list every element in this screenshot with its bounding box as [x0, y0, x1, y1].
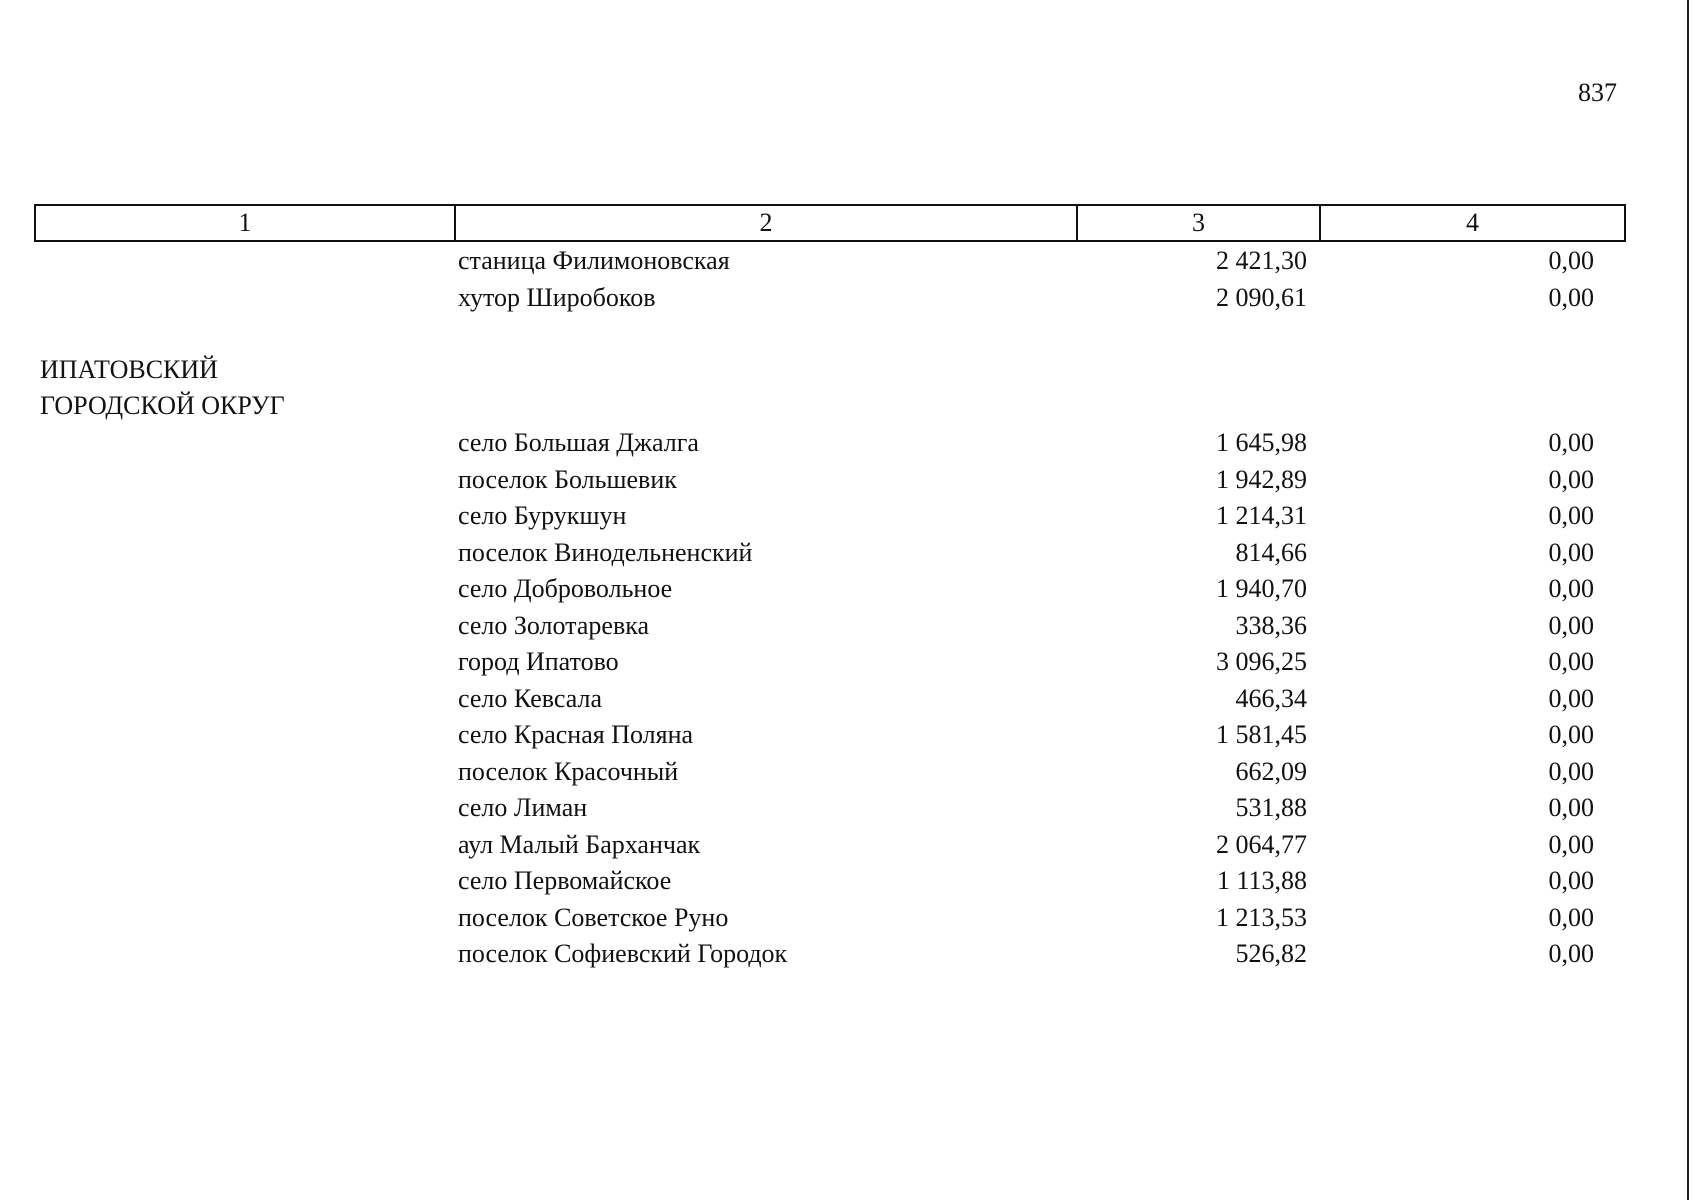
column-header-row — [35, 205, 1625, 241]
settlement-rate: 0,00 — [1548, 282, 1594, 312]
settlement-name: село Золотаревка — [458, 610, 650, 640]
settlement-name: село Добровольное — [458, 574, 673, 604]
settlement-rate: 0,00 — [1548, 647, 1594, 677]
table-row — [34, 462, 1616, 499]
district-heading — [40, 352, 285, 424]
settlement-value: 526,82 — [1235, 939, 1307, 969]
table-row — [34, 535, 1616, 572]
settlement-value: 338,36 — [1235, 610, 1307, 640]
table-row — [34, 717, 1616, 754]
settlement-rate: 0,00 — [1548, 939, 1594, 969]
settlement-name: село Красная Поляна — [458, 720, 694, 750]
table-row — [34, 243, 1616, 280]
settlement-value: 2 090,61 — [1216, 282, 1307, 312]
settlement-value: 1 213,53 — [1216, 902, 1307, 932]
settlement-rate: 0,00 — [1548, 501, 1594, 531]
settlement-name: село Бурукшун — [458, 501, 627, 531]
settlement-rate: 0,00 — [1548, 683, 1594, 713]
settlement-rate: 0,00 — [1548, 902, 1594, 932]
settlement-value: 662,09 — [1235, 756, 1307, 786]
settlement-value: 1 942,89 — [1216, 464, 1307, 494]
settlement-rate: 0,00 — [1548, 428, 1594, 458]
settlement-rate: 0,00 — [1548, 793, 1594, 823]
scan-edge-line — [1687, 0, 1689, 1200]
settlement-name: станица Филимоновская — [458, 246, 730, 276]
settlement-value: 3 096,25 — [1216, 647, 1307, 677]
district-title-line2: ГОРОДСКОЙ ОКРУГ — [40, 391, 285, 420]
settlement-rate: 0,00 — [1548, 720, 1594, 750]
settlement-value: 531,88 — [1235, 793, 1307, 823]
table-row — [34, 681, 1616, 718]
settlement-value: 2 421,30 — [1216, 246, 1307, 276]
table-row — [34, 936, 1616, 973]
settlement-name: поселок Советское Руно — [458, 902, 729, 932]
settlement-value: 1 113,88 — [1216, 866, 1307, 896]
settlement-name: хутор Широбоков — [458, 282, 656, 312]
settlement-rate: 0,00 — [1548, 464, 1594, 494]
settlement-value: 2 064,77 — [1216, 829, 1307, 859]
table-row — [34, 608, 1616, 645]
continued-rows — [34, 243, 1616, 316]
table-row — [34, 280, 1616, 317]
table-row — [34, 900, 1616, 937]
column-header-3: 3 — [1077, 205, 1320, 241]
district-title-line1: ИПАТОВСКИЙ — [40, 355, 218, 384]
table-row — [34, 425, 1616, 462]
settlement-name: село Большая Джалга — [458, 428, 699, 458]
settlement-rate: 0,00 — [1548, 537, 1594, 567]
table-row — [34, 754, 1616, 791]
district-rows — [34, 425, 1616, 973]
table-row — [34, 827, 1616, 864]
settlement-name: город Ипатово — [458, 647, 619, 677]
settlement-value: 1 940,70 — [1216, 574, 1307, 604]
settlement-value: 814,66 — [1235, 537, 1307, 567]
settlement-name: поселок Винодельненский — [458, 537, 753, 567]
page-number: 837 — [1578, 78, 1617, 107]
column-header-4: 4 — [1320, 205, 1625, 241]
settlement-value: 1 214,31 — [1216, 501, 1307, 531]
settlement-rate: 0,00 — [1548, 866, 1594, 896]
settlement-name: аул Малый Барханчак — [458, 829, 701, 859]
column-header-2: 2 — [455, 205, 1077, 241]
settlement-name: село Лиман — [458, 793, 588, 823]
settlement-name: село Кевсала — [458, 683, 603, 713]
settlement-rate: 0,00 — [1548, 756, 1594, 786]
settlement-value: 1 581,45 — [1216, 720, 1307, 750]
table-row — [34, 498, 1616, 535]
settlement-value: 1 645,98 — [1216, 428, 1307, 458]
table-row — [34, 571, 1616, 608]
column-header-1: 1 — [35, 205, 455, 241]
table-row — [34, 644, 1616, 681]
settlement-name: поселок Красочный — [458, 756, 679, 786]
table-row — [34, 790, 1616, 827]
settlement-rate: 0,00 — [1548, 574, 1594, 604]
settlement-rate: 0,00 — [1548, 610, 1594, 640]
column-header-table — [34, 204, 1626, 242]
settlement-name: поселок Софиевский Городок — [458, 939, 788, 969]
settlement-name: поселок Большевик — [458, 464, 677, 494]
settlement-rate: 0,00 — [1548, 829, 1594, 859]
settlement-name: село Первомайское — [458, 866, 672, 896]
table-row — [34, 863, 1616, 900]
settlement-rate: 0,00 — [1548, 246, 1594, 276]
settlement-value: 466,34 — [1235, 683, 1307, 713]
